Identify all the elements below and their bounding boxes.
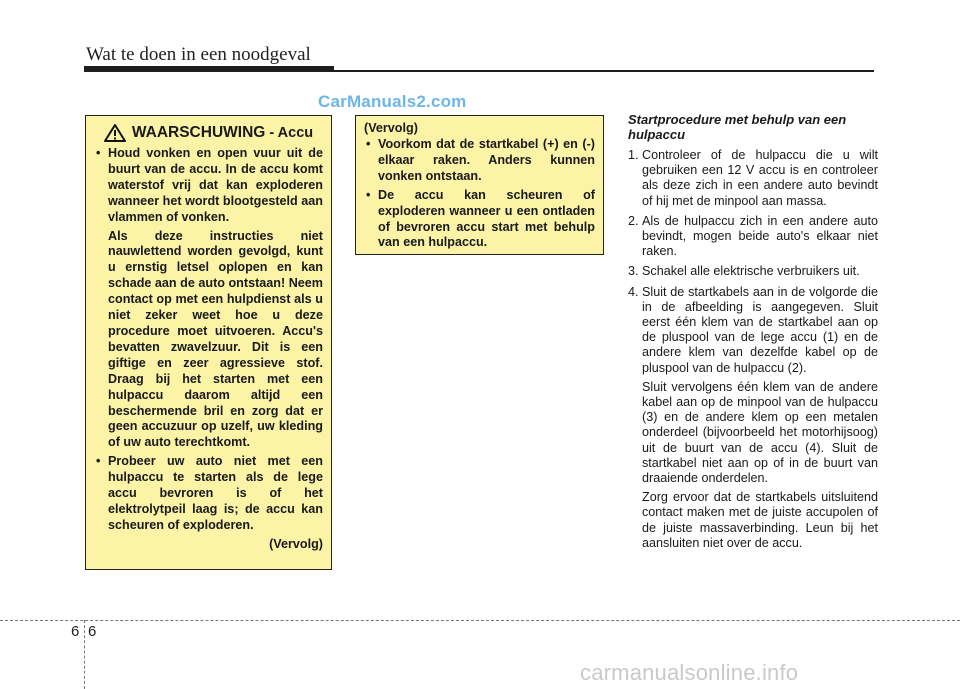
warning-bullet-1: • Houd vonken en open vuur uit de buurt van de accu. In de accu komt waterstof vrij dat kan exploderen wanneer het wordt blootgesteld aan vlammen of vonken. bbox=[94, 146, 323, 226]
page-number: 6 bbox=[88, 623, 97, 640]
warning-title: WAARSCHUWING - Accu bbox=[131, 124, 314, 141]
procedure-step: 4. Sluit de startkabels aan in de volgorde die in de afbeelding is aangegeven. Sluit eerst één klem van de startkabel aan op de pluspool van de lege accu (1) en de andere klem van dezelfde kabel op de pluspool van de hulpaccu (2). Sluit vervolgens één klem van de andere kabel aan op de minpool van de hulpaccu (3) en de andere klem op een metalen onderdeel (bijvoorbeeld het motorhijsoog) uit de buurt van de accu (4). Sluit de startkabel niet aan op of in de buurt van draaiende onderdelen. Zorg ervoor dat de startkabels uitsluitend contact maken met de juiste accupolen of de juiste massaverbinding. Leun bij het aansluiten niet over de accu. bbox=[628, 284, 878, 550]
warning-header bbox=[94, 124, 323, 142]
chapter-title: Wat te doen in een noodgeval bbox=[86, 44, 311, 65]
continued-box bbox=[355, 115, 604, 255]
footer-page-divider bbox=[84, 620, 85, 689]
footer-divider bbox=[0, 620, 960, 621]
page-chapter-number: 6 bbox=[71, 623, 80, 640]
header-rule-thick bbox=[84, 66, 334, 72]
procedure-step: 1. Controleer of de hulpaccu die u wilt gebruiken een 12 V accu is en controleer als deze zich in een andere auto bevindt of hij met de minpool aan massa. bbox=[628, 148, 878, 208]
warning-continued: (Vervolg) bbox=[269, 536, 323, 551]
warning-triangle-icon bbox=[104, 124, 126, 142]
warning-paragraph: Als deze instructies niet nauwlettend worden gevolgd, kunt u ernstig letsel oplopen en kan schade aan de auto ontstaan! Neem contact op met een hulpdienst als u niet zeker weet hoe u deze procedure moet uitvoeren. Accu's bevatten zwavelzuur. Dit is een giftige en zeer agressieve stof. Draag bij het starten met een hulpaccu daarom altijd een beschermende bril en zorg dat er geen accuzuur op uzelf, uw kleding of uw auto terechtkomt. bbox=[108, 228, 323, 450]
header-rule-thin bbox=[334, 70, 874, 72]
continued-heading: (Vervolg) bbox=[364, 121, 418, 135]
procedure-title: Startprocedure met behulp van een hulpaccu bbox=[628, 112, 847, 142]
watermark-bottom: carmanualsonline.info bbox=[580, 660, 799, 685]
continued-bullet-1: • Voorkom dat de startkabel (+) en (-) elkaar raken. Anders kunnen vonken ontstaan. bbox=[364, 137, 595, 185]
procedure-column bbox=[628, 112, 878, 556]
warning-box bbox=[85, 115, 332, 570]
watermark-link[interactable]: CarManuals2.com bbox=[318, 92, 467, 111]
procedure-step: 2. Als de hulpaccu zich in een andere auto bevindt, mogen beide auto's elkaar niet raken. bbox=[628, 213, 878, 259]
procedure-steps bbox=[628, 148, 878, 551]
procedure-step: 3. Schakel alle elektrische verbruikers uit. bbox=[628, 264, 860, 279]
continued-bullet-2: • De accu kan scheuren of exploderen wanneer u een ontladen of bevroren accu start met behulp van een hulpaccu. bbox=[364, 188, 595, 252]
warning-bullet-2: • Probeer uw auto niet met een hulpaccu te starten als de lege accu bevroren is of het elektrolytpeil laag is; de accu kan scheuren of exploderen. bbox=[94, 454, 323, 534]
